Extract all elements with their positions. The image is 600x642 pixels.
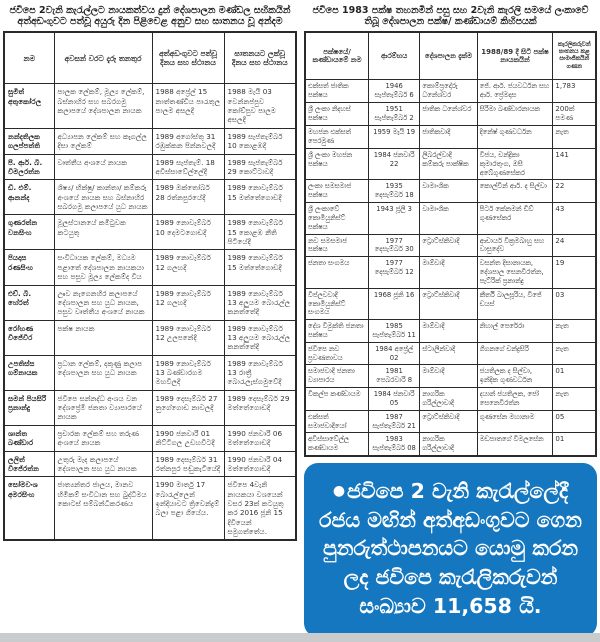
table-cell: ජාතිකවාදී xyxy=(420,126,477,149)
table-cell: සංවිධායක ලේකම්, මධ්‍යම පළාතේ දේශපාලන නායකයා සහ පසුව මූල්‍ය ලේකම්ද විය xyxy=(54,250,152,285)
table-row xyxy=(305,80,596,103)
table-cell: සමන් පියසිරි ප්‍රනාන්දු xyxy=(4,390,54,425)
table-cell: මූලස්ථානයේ කමිටුවක කටයුතු xyxy=(54,215,152,250)
table-row xyxy=(4,390,296,425)
table-cell: 1946 සැප්තැම්බර් 6 xyxy=(369,80,420,103)
callout-text: ජවිපෙ 2 වැනි කැරැල්ලේදී රජය මඟින් අත්අඩංගුවට ගෙන පුනරුත්ථාපනයට යොමු කරන ලද ජවිපෙ කැරැලිකරුවන් සංඛ්‍යාව 11,658 යි. xyxy=(319,479,582,618)
table-cell: නැත xyxy=(553,320,596,343)
table-cell: නැත xyxy=(553,126,596,149)
table-cell: ජාත්‍යන්තර ජාලය, මානව හිමිකම් සංවිධාන සහ බුද්ධිමය කොටස් සම්බන්ධීකරණය xyxy=(54,477,152,541)
table-cell: 1,783 xyxy=(553,80,596,103)
table-row xyxy=(4,425,296,451)
table-cell: ට්‍රොට්ස්කිවාදී xyxy=(420,410,477,433)
table-cell: ට්‍රොට්ස්කිවාදී xyxy=(420,234,477,257)
table-cell: එක්සත් සමාජවාදීයෝ xyxy=(305,410,369,433)
table-cell: 1989 ඔක්තෝබර් 28 රත්නපුරයේදී xyxy=(152,180,224,215)
table-cell: 1989 නොවැම්බර් 13 අලුයම බොරැල්ල කනත්තේදී xyxy=(224,285,296,320)
table-row xyxy=(4,250,296,285)
table-cell: 1977 දෙසැම්බර් 30 xyxy=(369,234,420,257)
table-cell: ශ්‍රී ලංකා මහජන පක්ෂය xyxy=(305,148,369,179)
table-cell: පාලක ලේකම්, මූල්‍ය ලේකම්, බස්නාහිර සහ සබරගමු කලාපයේ දේශපාලන නායක xyxy=(54,84,152,128)
table-cell: කීර්ති බාලසූරිය, විජේ ඩයස් xyxy=(477,288,553,319)
column-header: අත්අඩංගුවට පත්වූ දිනය සහ ස්ථානය xyxy=(152,32,224,84)
table-cell: 1988 අප්‍රේල් 15 නාත්තණ්ඩිය පාරැතුල පාලම අසලදී xyxy=(152,84,224,128)
table-cell: නැත xyxy=(553,388,596,411)
table-cell: 1983 සැප්තැම්බර් 08 xyxy=(369,433,420,456)
table-cell: 43 xyxy=(553,203,596,234)
table-cell: ගුණසේන මහානාම xyxy=(477,410,553,433)
table-cell: 1989 අගෝස්තු 31 රඹුක්කන පින්නවලදී xyxy=(152,128,224,154)
table-cell: ප්‍රචාරක ලේකම් සහ තරුණ අංශයේ නායක xyxy=(54,425,152,451)
table-cell: මහජන එක්සත් පෙරමුණ xyxy=(305,126,369,149)
table-cell: 1990 මාර්තු 17 බොරැල්ලෙන් ඉන්දියාවට ත්‍රිවෙන්ද්‍රම් බලා පළා ගියේය. xyxy=(152,477,224,541)
table-cell: රෝහණ විජේවීර xyxy=(4,320,54,355)
political-parties-table xyxy=(304,31,597,457)
table-cell: 22 xyxy=(553,180,596,203)
table-cell: 24 xyxy=(553,234,596,257)
table-cell: ජාතික ධනේශ්වර xyxy=(420,103,477,126)
header-row xyxy=(305,32,596,80)
table-cell: අවිස්සාවේල්ල කණ්ඩායම xyxy=(305,433,369,456)
table-cell: සෝමවංශ අමරසිංහ xyxy=(4,477,54,541)
column-header: ඝාතනයට ලක්වූ දිනය සහ ස්ථානය xyxy=(224,32,296,84)
table-row xyxy=(4,451,296,477)
table-cell: නාගරික ගරිල්ලාවාදී xyxy=(420,433,477,456)
table-cell: ශ්‍රී ලංකාවේ කොමියුනිස්ට් පක්ෂය xyxy=(305,203,369,234)
table-cell: ජවිපෙ 4වැනි නායකයා වශයෙන් වසර 23ක් කටයුතු කර 2016 ජූනි 15 දිවියෙන් සමුගත්තේය. xyxy=(224,477,296,541)
table-cell: ස්ටාලින්වාදී xyxy=(420,342,477,365)
table-cell: ශ්‍රී ලංකා නිදහස් පක්ෂය xyxy=(305,103,369,126)
table-row xyxy=(305,103,596,126)
table-row xyxy=(4,320,296,355)
table-cell: පියදාස රණසිංහ xyxy=(4,250,54,285)
table-cell: ලංකා සමසමාජ පක්ෂය xyxy=(305,180,369,203)
table-cell: 03 xyxy=(553,288,596,319)
table-cell: වාමාංශික xyxy=(420,180,477,203)
table-cell: විජය, චන්ද්‍රිකා කුමාරතුංග, ඔසී අබේගුණසේකර xyxy=(477,148,553,179)
table-cell: 1959 මැයි 19 xyxy=(369,126,420,149)
column-header: 1988/89 දී සිටි පක්ෂ නායකයින් xyxy=(477,32,553,80)
table-cell: සිරිමා බණ්ඩාරනායක xyxy=(477,103,553,126)
table-cell: උපතිස්ස ගම්නායක xyxy=(4,355,54,390)
table-cell: 1990 ජනවාරි 06 මත්තේගොඩදී xyxy=(224,425,296,451)
table-row xyxy=(305,257,596,288)
table-cell: ප්‍රධාන ලේකම්, දකුණු කලාප දේශපාලන සහ යුධ නායක xyxy=(54,355,152,390)
table-cell: 1951 සැප්තැම්බර් 2 xyxy=(369,103,420,126)
table-cell: 1989 දෙසැම්බර් 31 රත්නපුර පඬුකැටියේදී xyxy=(152,451,224,477)
table-cell: පී. ආර්. බී. විමලරත්න xyxy=(4,154,54,180)
table-cell: 1984 ජනවාරි 22 xyxy=(369,148,420,179)
table-cell: උතුරු මැද කලාපයේ දේශපාලන සහ යුධ නායක xyxy=(54,451,152,477)
table-cell: ශාන්ත බණ්ඩාර xyxy=(4,425,54,451)
table-row xyxy=(305,433,596,456)
column-header: නම xyxy=(4,32,54,84)
table-cell: දිනේෂ් ගුණවර්ධන xyxy=(477,126,553,149)
table-cell: 1935 දෙසැම්බර් 18 xyxy=(369,180,420,203)
table-cell: සුමිත් අතුකෝරල xyxy=(4,84,54,128)
table-cell: ජනතා සංගමය xyxy=(305,257,369,288)
table-row xyxy=(4,154,296,180)
table-cell: 1989 දෙසැම්බර් 29 මත්තේගොඩදී xyxy=(224,390,296,425)
table-cell: 1977 දෙසැම්බර් 12 xyxy=(369,257,420,288)
table-cell: නන්දතිලක ගලප්පත්ති xyxy=(4,128,54,154)
table-cell: වාමාංශික xyxy=(420,203,477,234)
table-row xyxy=(305,288,596,319)
table-row xyxy=(4,180,296,215)
table-cell: කොල්වින් ආර්. ද සිල්වා xyxy=(477,180,553,203)
table-cell: 1989 සැප්තැම්බර් 10 කොළඹදී xyxy=(224,128,296,154)
table-cell: දේශ විමුක්ති ජනතා පක්ෂය xyxy=(305,320,369,343)
table-cell: 1984 අප්‍රේල් 02 xyxy=(369,342,420,365)
table-cell: 1968 ජූනි 16 xyxy=(369,288,420,319)
table-cell: 01 xyxy=(553,433,596,456)
table-cell: ජයතිලක ද සිල්වා, ඉන්දික ගුණවර්ධන xyxy=(477,365,553,388)
table-cell: 1990 ජනවාරි 04 මත්තේගොඩදී xyxy=(224,451,296,477)
table-cell: එච්. බී. හේරත් xyxy=(4,285,54,320)
table-cell: ජවිපෙ නව ප්‍රවණතාවය xyxy=(305,342,369,365)
table-cell: 1989 නොවැම්බර් 15 කොළඹ නීති පිටියේදී xyxy=(224,215,296,250)
column-header: කැරලිකරුවන් ඝාතනය කළ සාමාජිකයින් ගණන xyxy=(553,32,596,80)
table-cell: ට්‍රොට්ස්කිවාදී xyxy=(420,288,477,319)
table-row xyxy=(4,477,296,541)
table-row xyxy=(305,365,596,388)
header-row xyxy=(4,32,296,84)
table-row xyxy=(4,128,296,154)
table-row xyxy=(4,285,296,320)
table-cell: නිහාල් පෙරේරා xyxy=(477,320,553,343)
table-cell: 1943 ජූලි 3 xyxy=(369,203,420,234)
table-cell: 200ක් පමණ xyxy=(553,103,596,126)
column-header: පක්ෂයේ/ කණ්ඩායමේ නම xyxy=(305,32,369,80)
table-cell: 1989 නොවැම්බර් 12 ගලහදී xyxy=(152,250,224,285)
column-header: අවසන් වරට දැරූ තනතුර xyxy=(54,32,152,84)
table-cell: නව සමසමාජ පක්ෂය xyxy=(305,234,369,257)
table-row xyxy=(305,388,596,411)
table-cell: මාඕවාදී xyxy=(420,257,477,288)
table-row xyxy=(305,410,596,433)
table-cell: පක්ෂ නායක xyxy=(54,320,152,355)
table-cell: 1990 ජනවාරි 01 නිට්ටිගල උඩහවිටදී xyxy=(152,425,224,451)
table-cell: 19 xyxy=(553,257,596,288)
table-row xyxy=(305,203,596,234)
table-cell: ගීගනගේ චන්ද්‍රසිරි xyxy=(477,342,553,365)
table-cell: 1985 සැප්තැම්බර් 11 xyxy=(369,320,420,343)
table-cell: 1989 නොවැම්බර් 12 උලපනේදී xyxy=(152,320,224,355)
table-cell: ගුණරත්න වනසිංහ xyxy=(4,215,54,250)
column-header: දේශපාලන දැක්ම xyxy=(420,32,477,80)
table-cell: ආචාර්ය වික්‍රමබාහු සහ වාසුදේව xyxy=(477,234,553,257)
table-cell: ජේ. ආර්. ජයවර්ධන සහ ආර්. ප්‍රේමදාස xyxy=(477,80,553,103)
table-cell: 1989 නොවැම්බර් 10 දෙමටගොඩදී xyxy=(152,215,224,250)
table-cell: 1989 සැප්තැම්. 18 අවිස්සාවේල්ලේදී xyxy=(152,154,224,180)
table-cell: 1988 මැයි 03 වෙන්නප්පුව කෝච්පුව පාලම අසලදී xyxy=(224,84,296,128)
table-cell: 141 xyxy=(553,148,596,179)
bullet-icon: ● xyxy=(332,483,346,500)
table-cell: විප්ලවවාදී කොමියුනිස්ට් සංගමය xyxy=(305,288,369,319)
table-row xyxy=(305,234,596,257)
table-row xyxy=(305,148,596,179)
right-column xyxy=(304,3,597,637)
table-cell: ඌව නැගෙනහිර කලාපයේ දේශපාලන සහ යුධ නායක, පසුව වෘත්තීය අංශයේ නායක xyxy=(54,285,152,320)
table-row xyxy=(4,84,296,128)
table-cell: නාගරික ගරිල්ලාවාදී xyxy=(420,388,477,411)
table-row xyxy=(305,320,596,343)
table-cell: 1989 නොවැම්බර් 13 රාත්‍රී බොරැලැස්ගමුවේදී xyxy=(224,355,296,390)
table-cell: 1989 නොවැම්බර් 13 අලුයම බොරැල්ල කනත්තේදී xyxy=(224,320,296,355)
table-row xyxy=(305,126,596,149)
table-cell: වසන්ත දිසානායක, දේශපාල සෙනවිරත්න, පැට්රික් ප්‍රනාන්දු xyxy=(477,257,553,288)
table-cell: 1989 දෙසැම්බර් 27 නුගේගොඩ නාවලදී xyxy=(152,390,224,425)
table-cell: ඩී. එම්. ආනන්ද xyxy=(4,180,54,215)
table-cell: 1989 නොවැම්බර් 13 බණ්ඩාරගම මහවිලදී xyxy=(152,355,224,390)
table-row xyxy=(4,355,296,390)
table-cell: පීටර් කේනමන් ඩිව් ගුණසේකර xyxy=(477,203,553,234)
table-cell: එක්සත් ජාතික පක්ෂය xyxy=(305,80,369,103)
table-cell: ශිෂ්‍ය/ භික්ෂු/ කාන්තා/ කම්කරු අංශයේ නායක සහ බස්නාහිර සබරගමු කලාපයේ යුධ නායක xyxy=(54,180,152,215)
table-row xyxy=(4,215,296,250)
table-cell: ලලිත් විජේරත්න xyxy=(4,451,54,477)
table-cell: 1981 පෙබරවාරි 8 xyxy=(369,365,420,388)
table-cell: 1989 සැප්තැම්බර් 29 කොට්ටාවදී xyxy=(224,154,296,180)
right-table-title: ජවිපෙ 1983 පක්ෂ තහනමින් පසු සහ 2වැනි කැරලි සමයේ ලංකාවේ තිබූ දේශපාලන පක්ෂ/ කණ්ඩායම් කිහිපයක් xyxy=(312,5,589,28)
rehabilitation-count-callout xyxy=(304,463,597,636)
table-cell: 1987 සැප්තැම්බර් 21 xyxy=(369,410,420,433)
table-row xyxy=(305,342,596,365)
table-cell: සමාජවාදී ජනතා ව්‍යාපාරය xyxy=(305,365,369,388)
table-cell: ජවිපෙ සන්නද්ධ අංශය වන දේශප්‍රේමී ජනතා ව්‍යාපාරයේ නායක xyxy=(54,390,152,425)
table-row xyxy=(305,180,596,203)
table-cell: අධ්‍යාපන ලේකම් සහ කෑගල්ල දිසා ලේකම් xyxy=(54,128,152,154)
table-cell: වෘත්තීය අංශයේ නායක xyxy=(54,154,152,180)
table-cell: 05 xyxy=(553,410,596,433)
table-cell: 1989 නොවැම්බර් 15 මත්තේගොඩදී xyxy=(224,180,296,215)
table-cell: 1984 ජනවාරි 05 xyxy=(369,388,420,411)
column-header: ආරම්භය xyxy=(369,32,420,80)
table-cell: මඩපාතගේ විමලසේන xyxy=(477,433,553,456)
table-cell: දයාන් ජයතිලක, ජෝ සෙනෙවිරත්න xyxy=(477,388,553,411)
table-cell: 1989 නොවැම්බර් 12 ගලහදී xyxy=(152,285,224,320)
page-bottom-strip xyxy=(0,633,600,642)
arrested-leaders-table xyxy=(3,31,297,541)
table-cell: ලිබරල්වාදී කම්කරු පාක්ෂික xyxy=(420,148,477,179)
table-cell: නැත xyxy=(553,342,596,365)
table-cell: කොම්ප්‍රදෝරු ධනේශ්වර xyxy=(420,80,477,103)
left-column xyxy=(3,3,297,637)
table-cell: මාඕවාදී xyxy=(420,365,477,388)
table-cell: 01 xyxy=(553,365,596,388)
table-cell: මාඕවාදී xyxy=(420,320,477,343)
table-cell: 1989 නොවැම්බර් 15 මත්තේගොඩදී xyxy=(224,250,296,285)
table-cell: විකල්ප කණ්ඩායම xyxy=(305,388,369,411)
left-table-title: ජවිපෙ 2වැනි කැරැල්ලට නායකත්වය දුන් දේශපාලන මණ්ඩල සභිකයින් අත්අඩංගුවට පත්වූ අයුරු දින පිළිවෙළ අනුව සහ ඝාතනය වූ අන්දම xyxy=(9,5,291,28)
